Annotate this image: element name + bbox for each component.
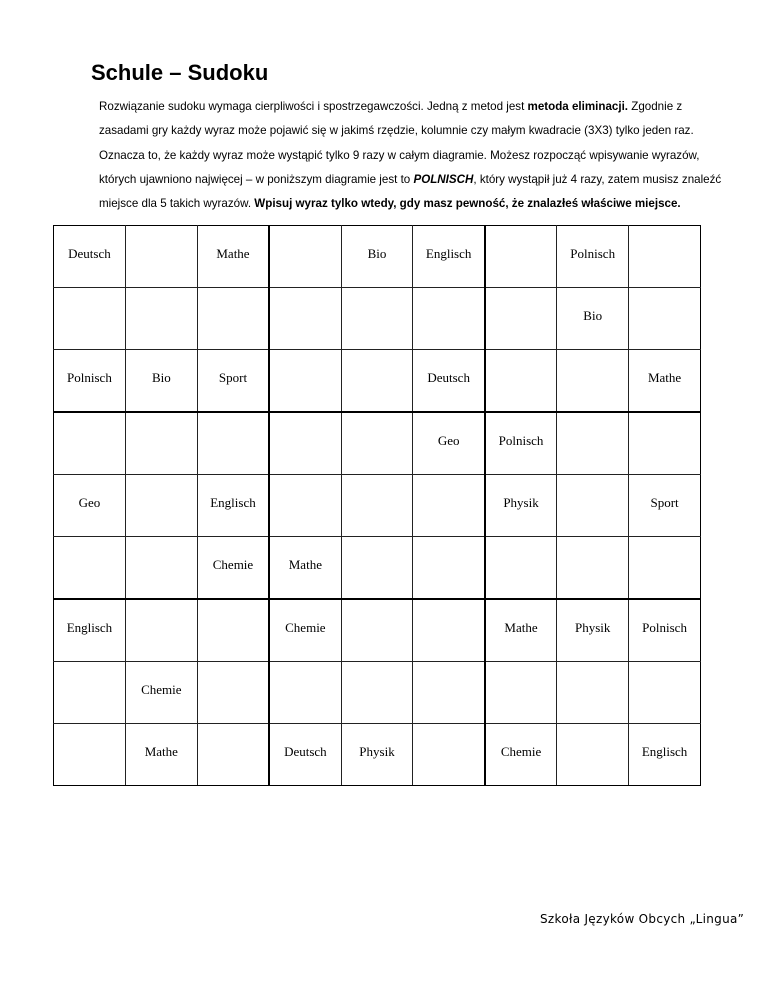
- intro-bold-2: Wpisuj wyraz tylko wtedy, gdy masz pewność, że znalazłeś właściwe miejsce.: [254, 197, 681, 211]
- grid-cell[interactable]: [413, 537, 485, 599]
- grid-cell[interactable]: [341, 288, 413, 350]
- grid-cell[interactable]: Englisch: [197, 474, 269, 536]
- grid-cell[interactable]: [485, 661, 557, 723]
- grid-cell[interactable]: [341, 599, 413, 661]
- grid-cell[interactable]: Sport: [629, 474, 701, 536]
- grid-cell[interactable]: Mathe: [269, 537, 341, 599]
- grid-cell[interactable]: [125, 288, 197, 350]
- grid-cell[interactable]: Geo: [413, 412, 485, 474]
- grid-cell[interactable]: [413, 723, 485, 785]
- grid-cell[interactable]: Mathe: [485, 599, 557, 661]
- grid-cell[interactable]: [629, 412, 701, 474]
- grid-cell[interactable]: [197, 412, 269, 474]
- grid-cell[interactable]: Bio: [341, 226, 413, 288]
- grid-cell[interactable]: [269, 226, 341, 288]
- grid-cell[interactable]: Sport: [197, 350, 269, 412]
- grid-cell[interactable]: [557, 474, 629, 536]
- page-title: Schule – Sudoku: [91, 60, 269, 85]
- grid-cell[interactable]: [197, 288, 269, 350]
- intro-bold-1: metoda eliminacji.: [527, 100, 629, 113]
- grid-cell[interactable]: [269, 474, 341, 536]
- grid-row: [54, 350, 701, 412]
- grid-cell[interactable]: [54, 723, 126, 785]
- grid-cell[interactable]: Englisch: [54, 599, 126, 661]
- grid-cell[interactable]: [413, 661, 485, 723]
- school-signature: Szkoła Języków Obcych „Lingua”: [540, 912, 745, 926]
- grid-cell[interactable]: Mathe: [125, 723, 197, 785]
- grid-cell[interactable]: [629, 226, 701, 288]
- grid-cell[interactable]: [125, 599, 197, 661]
- grid-cell[interactable]: [557, 723, 629, 785]
- grid-row: [54, 537, 701, 599]
- grid-cell[interactable]: Deutsch: [269, 723, 341, 785]
- grid-cell[interactable]: [557, 537, 629, 599]
- grid-cell[interactable]: [125, 412, 197, 474]
- grid-cell[interactable]: [197, 723, 269, 785]
- grid-cell[interactable]: [269, 412, 341, 474]
- grid-cell[interactable]: [485, 226, 557, 288]
- grid-cell[interactable]: [629, 288, 701, 350]
- grid-cell[interactable]: Mathe: [197, 226, 269, 288]
- grid-cell[interactable]: Physik: [341, 723, 413, 785]
- grid-cell[interactable]: [413, 288, 485, 350]
- grid-cell[interactable]: Englisch: [413, 226, 485, 288]
- grid-cell[interactable]: Bio: [557, 288, 629, 350]
- intro-text-1: Rozwiązanie sudoku wymaga cierpliwości i spostrzegawczości. Jedną z metod jest: [99, 100, 528, 113]
- grid-cell[interactable]: [197, 599, 269, 661]
- grid-cell[interactable]: Chemie: [197, 537, 269, 599]
- grid-cell[interactable]: Polnisch: [629, 599, 701, 661]
- grid-cell[interactable]: [557, 350, 629, 412]
- grid-cell[interactable]: [485, 350, 557, 412]
- grid-cell[interactable]: [125, 474, 197, 536]
- grid-cell[interactable]: Bio: [125, 350, 197, 412]
- grid-cell[interactable]: [341, 350, 413, 412]
- grid-cell[interactable]: [341, 661, 413, 723]
- grid-row: [54, 723, 701, 785]
- grid-row: [54, 288, 701, 350]
- grid-cell[interactable]: Chemie: [485, 723, 557, 785]
- intro-text-2: Zgodnie z zasadami gry każdy wyraz może pojawić się w jakimś rzędzie, kolumnie czy małym kwadracie (3X3) tylko jeden raz. Oznacza to, że każdy wyraz może wystąpić tylko 9 razy w całym diagramie. Możesz rozpocząć wpisywanie wyrazów, których ujawniono najwięcej – w poniższym diagramie jest to: [99, 100, 700, 186]
- grid-cell[interactable]: [341, 474, 413, 536]
- grid-cell[interactable]: [341, 412, 413, 474]
- grid-cell[interactable]: [557, 412, 629, 474]
- grid-cell[interactable]: [54, 661, 126, 723]
- grid-row: [54, 412, 701, 474]
- grid-cell[interactable]: Polnisch: [557, 226, 629, 288]
- sudoku-grid: [53, 225, 701, 786]
- grid-cell[interactable]: Physik: [557, 599, 629, 661]
- grid-cell[interactable]: [269, 661, 341, 723]
- grid-cell[interactable]: Physik: [485, 474, 557, 536]
- grid-cell[interactable]: [54, 537, 126, 599]
- grid-cell[interactable]: Polnisch: [485, 412, 557, 474]
- grid-cell[interactable]: Deutsch: [54, 226, 126, 288]
- grid-cell[interactable]: [269, 288, 341, 350]
- grid-cell[interactable]: [629, 537, 701, 599]
- grid-cell[interactable]: [125, 537, 197, 599]
- grid-cell[interactable]: Chemie: [125, 661, 197, 723]
- grid-cell[interactable]: [197, 661, 269, 723]
- grid-cell[interactable]: Englisch: [629, 723, 701, 785]
- grid-cell[interactable]: Geo: [54, 474, 126, 536]
- grid-cell[interactable]: [125, 226, 197, 288]
- grid-cell[interactable]: [54, 412, 126, 474]
- instructions-paragraph: [99, 95, 729, 216]
- grid-cell[interactable]: [557, 661, 629, 723]
- grid-row: [54, 226, 701, 288]
- grid-cell[interactable]: Deutsch: [413, 350, 485, 412]
- intro-emphasis: POLNISCH: [413, 172, 474, 186]
- grid-cell[interactable]: [485, 288, 557, 350]
- grid-row: [54, 599, 701, 661]
- grid-cell[interactable]: [629, 661, 701, 723]
- grid-cell[interactable]: [54, 288, 126, 350]
- intro-text-3: , który wystąpił już 4 razy, zatem musisz znaleźć miejsce dla 5 takich wyrazów.: [99, 172, 722, 211]
- grid-cell[interactable]: [413, 599, 485, 661]
- grid-cell[interactable]: [485, 537, 557, 599]
- grid-row: [54, 661, 701, 723]
- grid-cell[interactable]: [269, 350, 341, 412]
- grid-cell[interactable]: [341, 537, 413, 599]
- grid-cell[interactable]: Polnisch: [54, 350, 126, 412]
- grid-cell[interactable]: Chemie: [269, 599, 341, 661]
- grid-cell[interactable]: Mathe: [629, 350, 701, 412]
- grid-row: [54, 474, 701, 536]
- grid-cell[interactable]: [413, 474, 485, 536]
